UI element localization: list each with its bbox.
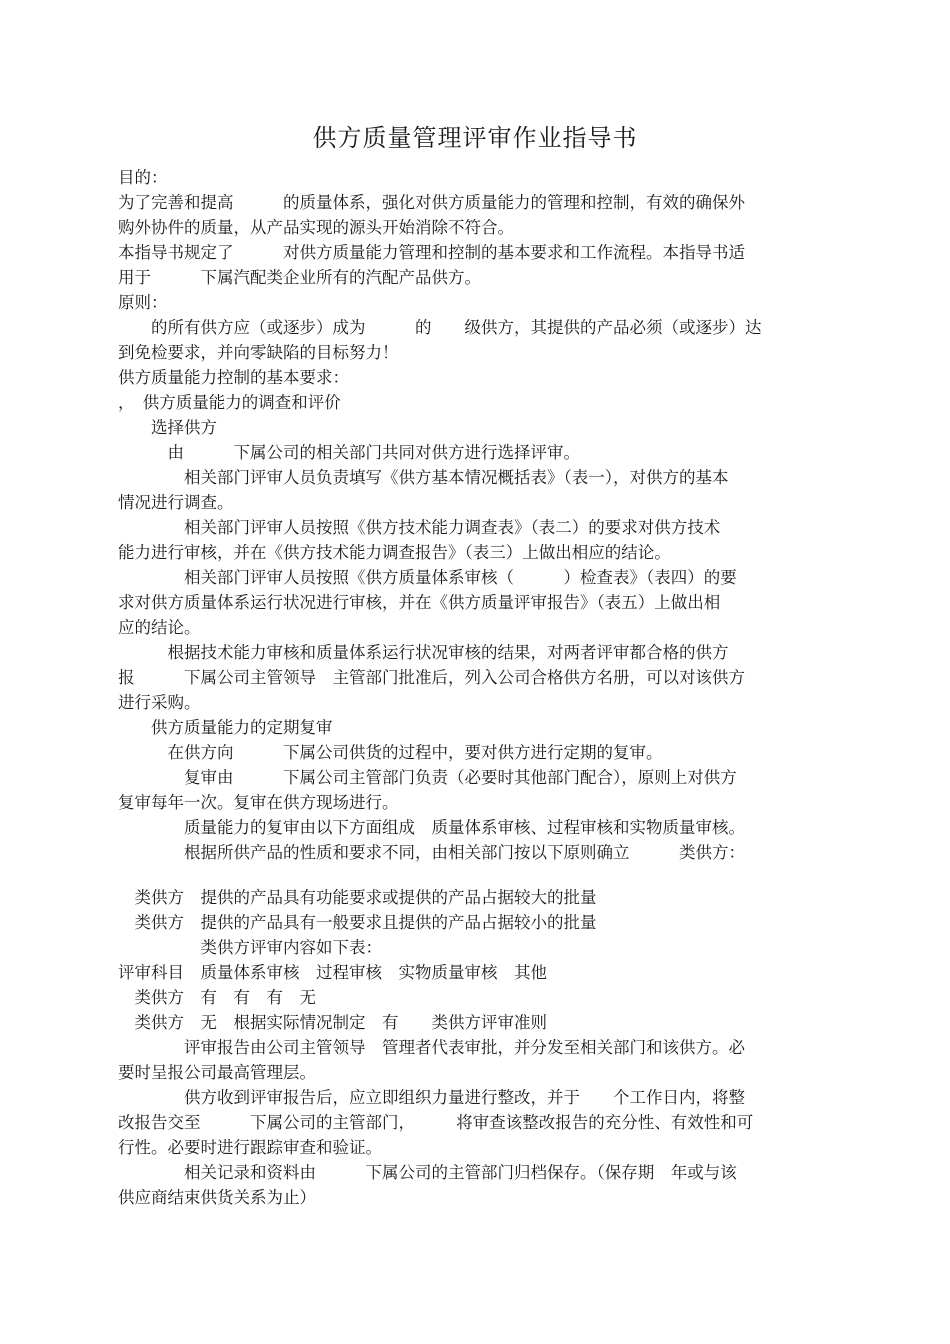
text-line: 供方收到评审报告后，应立即组织力量进行整改，并于 个工作日内，将整 bbox=[118, 1088, 745, 1107]
text-line: 要时呈报公司最高管理层。 bbox=[118, 1063, 316, 1082]
text-line: 改报告交至 下属公司的主管部门， 将审查该整改报告的充分性、有效性和可 bbox=[118, 1113, 754, 1132]
text-line: 报 下属公司主管领导 主管部门批准后，列入公司合格供方名册，可以对该供方 bbox=[118, 668, 745, 687]
text-line: 原则： bbox=[118, 293, 168, 312]
text-line: 能力进行审核，并在《供方技术能力调查报告》（表三）上做出相应的结论。 bbox=[118, 543, 671, 562]
text-line: 选择供方 bbox=[118, 418, 217, 437]
text-line: 相关部门评审人员按照《供方技术能力调查表》（表二）的要求对供方技术 bbox=[118, 518, 721, 537]
text-line: 到免检要求，并向零缺陷的目标努力！ bbox=[118, 343, 399, 362]
text-line: 相关部门评审人员按照《供方质量体系审核（ ）检查表》（表四）的要 bbox=[118, 568, 737, 587]
text-line: 评审科目 质量体系审核 过程审核 实物质量审核 其他 bbox=[118, 963, 547, 982]
text-line: 行性。必要时进行跟踪审查和验证。 bbox=[118, 1138, 382, 1157]
text-line: 复审由 下属公司主管部门负责（必要时其他部门配合），原则上对供方 bbox=[118, 768, 737, 787]
text-line: 在供方向 下属公司供货的过程中，要对供方进行定期的复审。 bbox=[118, 743, 663, 762]
text-line: 供应商结束供货关系为止） bbox=[118, 1188, 316, 1207]
text-line: 进行采购。 bbox=[118, 693, 201, 712]
document-title: 供方质量管理评审作业指导书 bbox=[312, 124, 638, 152]
text-line: 应的结论。 bbox=[118, 618, 201, 637]
text-line: 类供方 无 根据实际情况制定 有 类供方评审准则 bbox=[118, 1013, 547, 1032]
text-line: 类供方 提供的产品具有一般要求且提供的产品占据较小的批量 bbox=[118, 913, 597, 932]
text-line: 本指导书规定了 对供方质量能力管理和控制的基本要求和工作流程。本指导书适 bbox=[118, 243, 745, 262]
text-line: 质量能力的复审由以下方面组成 质量体系审核、过程审核和实物质量审核。 bbox=[118, 818, 745, 837]
text-line: 相关记录和资料由 下属公司的主管部门归档保存。（保存期 年或与该 bbox=[118, 1163, 737, 1182]
text-line: 评审报告由公司主管领导 管理者代表审批，并分发至相关部门和该供方。必 bbox=[118, 1038, 745, 1057]
text-line: 的所有供方应（或逐步）成为 的 级供方，其提供的产品必须（或逐步）达 bbox=[118, 318, 762, 337]
text-line: 用于 下属汽配类企业所有的汽配产品供方。 bbox=[118, 268, 481, 287]
text-line: 目的： bbox=[118, 168, 168, 187]
text-line: 复审每年一次。复审在供方现场进行。 bbox=[118, 793, 399, 812]
text-line: 类供方 提供的产品具有功能要求或提供的产品占据较大的批量 bbox=[118, 888, 597, 907]
text-line: 根据所供产品的性质和要求不同，由相关部门按以下原则确立 类供方： bbox=[118, 843, 745, 862]
text-line: 购外协件的质量，从产品实现的源头开始消除不符合。 bbox=[118, 218, 514, 237]
text-line: 根据技术能力审核和质量体系运行状况审核的结果，对两者评审都合格的供方 bbox=[118, 643, 729, 662]
text-line: 供方质量能力控制的基本要求： bbox=[118, 368, 349, 387]
text-line: 情况进行调查。 bbox=[118, 493, 234, 512]
text-line: 供方质量能力的定期复审 bbox=[118, 718, 333, 737]
text-line: 求对供方质量体系运行状况进行审核，并在《供方质量评审报告》（表五）上做出相 bbox=[118, 593, 721, 612]
text-line: ， 供方质量能力的调查和评价 bbox=[118, 393, 341, 412]
text-line: 类供方 有 有 有 无 bbox=[118, 988, 316, 1007]
text-line: 类供方评审内容如下表： bbox=[118, 938, 382, 957]
text-line: 为了完善和提高 的质量体系，强化对供方质量能力的管理和控制，有效的确保外 bbox=[118, 193, 745, 212]
text-line: 由 下属公司的相关部门共同对供方进行选择评审。 bbox=[118, 443, 580, 462]
text-line: 相关部门评审人员负责填写《供方基本情况概括表》（表一），对供方的基本 bbox=[118, 468, 729, 487]
